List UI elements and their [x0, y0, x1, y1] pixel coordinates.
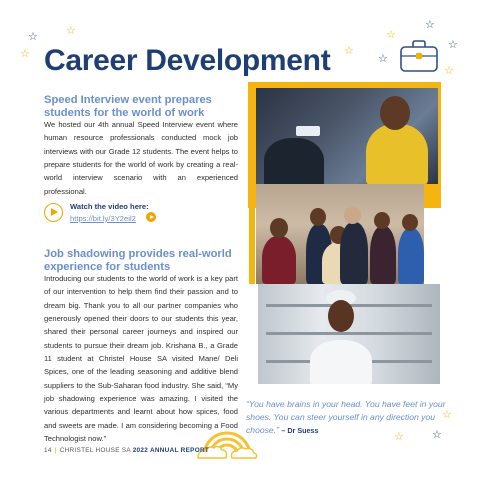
briefcase-icon	[398, 38, 440, 74]
video-label: Watch the video here:	[70, 202, 149, 211]
footer-separator: |	[54, 447, 57, 454]
speed-interview-body: We hosted our 4th annual Speed Interview event where human resource professionals conducted mock job interviews with our Grade 12 students. The event helps to prepare students for the world of work by creating a real-world interview scenario with an experienced professional.	[44, 120, 238, 196]
speed-interview-heading: Speed Interview event prepares students for the world of work	[44, 94, 212, 119]
video-link[interactable]: https://bit.ly/3Y2eil2	[70, 214, 136, 223]
star-icon: ☆	[378, 53, 388, 65]
star-icon: ☆	[432, 429, 442, 441]
play-circle-icon[interactable]	[44, 203, 63, 222]
star-icon: ☆	[344, 45, 354, 57]
photo-speed-interview	[256, 88, 438, 184]
job-shadowing-heading: Job shadowing provides real-world experience for students	[44, 248, 232, 273]
photo-backing	[249, 204, 255, 284]
arrow-right-circle-icon[interactable]	[146, 212, 156, 222]
footer	[44, 447, 209, 454]
star-icon: ☆	[442, 409, 452, 421]
job-shadowing-body: Introducing our students to the world of work is a key part of our intervention to help them find their passion and to dream big. Thank you to all our partner companies who generously opened their doors to our students this year, shared their personal career journeys and inspired our students to pursue their dream job. Krishana B., a Grade 11 student at Christel House SA visited Mane/ Deli Spices, one of the leading seasoning and additive blend suppliers to the Sub-Saharan food industry. She said, “My job shadowing experience was amazing. I visited the various departments and learnt about how spices, food and sweets are made. I am considering becoming a Food Technologist now.”	[44, 274, 238, 444]
star-icon: ☆	[425, 19, 435, 31]
quote-text: “You have brains in your head. You have feet in your shoes. You can steer yourself in any direction you choose.”	[246, 399, 446, 435]
quote-author: – Dr Suess	[281, 425, 319, 435]
star-icon: ☆	[20, 48, 30, 60]
quote	[246, 398, 446, 437]
star-icon: ☆	[394, 431, 404, 443]
footer-org: CHRISTEL HOUSE SA	[59, 447, 131, 454]
photo-group	[256, 184, 424, 284]
star-icon: ☆	[444, 65, 454, 77]
star-icon: ☆	[28, 31, 38, 43]
page-number: 14	[44, 447, 52, 454]
photo-food-technologist	[258, 284, 440, 384]
page-title: Career Development	[44, 44, 331, 77]
star-icon: ☆	[386, 29, 396, 41]
star-icon: ☆	[66, 25, 76, 37]
star-icon: ☆	[448, 39, 458, 51]
footer-report: 2022 ANNUAL REPORT	[132, 447, 210, 454]
